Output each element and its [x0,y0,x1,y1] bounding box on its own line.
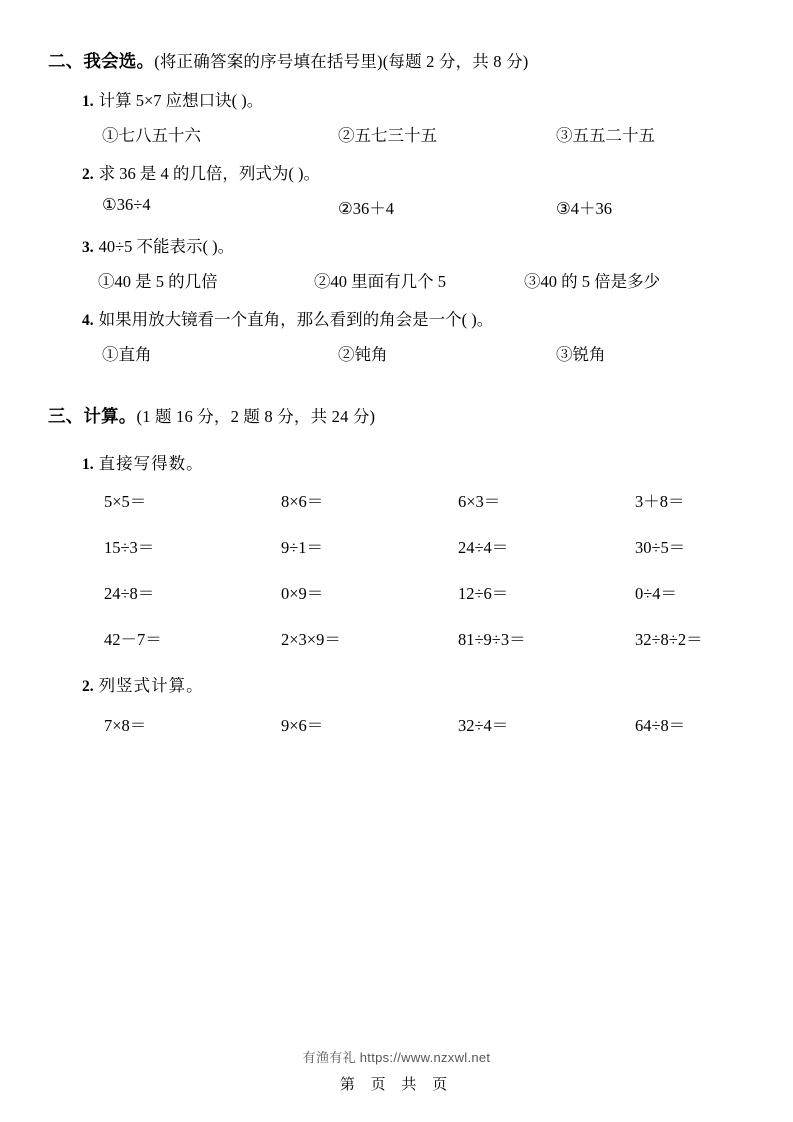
vertical-calc-item[interactable]: 32÷4＝ [458,716,509,735]
question-3-number: 3. [82,239,94,256]
question-2-option-a[interactable]: ①36÷4 [102,195,151,214]
calc-item[interactable]: 5×5＝ [104,492,147,511]
question-1-options [102,122,747,146]
calc-item[interactable]: 12÷6＝ [458,584,509,603]
question-2-stem [82,160,747,184]
question-4-option-b[interactable]: ②钝角 [338,345,388,364]
section-2-title: 二、我会选。 [48,51,155,71]
question-4-text: 如果用放大镜看一个直角，那么看到的角会是一个( )。 [98,310,494,329]
question-1-option-a[interactable]: ①七八五十六 [102,126,201,145]
sub-1-number: 1. [82,456,94,473]
question-2-option-b[interactable]: ②36＋4 [338,199,395,218]
question-4-option-a[interactable]: ①直角 [102,345,152,364]
section-3-sub-1-heading [82,450,747,474]
page-number: 第 页 共 页 [339,1077,454,1093]
section-2-subtitle: (将正确答案的序号填在括号里)(每题 2 分，共 8 分) [154,52,529,71]
calc-item[interactable]: 3＋8＝ [635,492,685,511]
calc-item[interactable]: 6×3＝ [458,492,501,511]
question-2-option-c[interactable]: ③4＋36 [556,199,613,218]
vertical-calc-item[interactable]: 64÷8＝ [635,716,686,735]
question-3 [46,233,747,292]
calc-item[interactable]: 9÷1＝ [281,538,324,557]
question-4-option-c[interactable]: ③锐角 [556,345,606,364]
question-3-option-c[interactable]: ③40 的 5 倍是多少 [524,272,661,291]
question-4-options [102,341,747,365]
calc-item[interactable]: 81÷9÷3＝ [458,630,526,649]
watermark-text: 有渔有礼 https://www.nzxwl.net [302,1050,491,1065]
calc-item[interactable]: 42－7＝ [104,630,162,649]
calc-item[interactable]: 15÷3＝ [104,538,155,557]
question-3-stem [82,233,747,257]
question-1 [46,87,747,146]
question-2-text: 求 36 是 4 的几倍，列式为( )。 [98,164,320,183]
vertical-calc-item[interactable]: 7×8＝ [104,716,147,735]
calc-item[interactable]: 0×9＝ [281,584,324,603]
vertical-calculation-grid [104,712,747,736]
question-2-options [102,195,747,219]
calc-item[interactable]: 8×6＝ [281,492,324,511]
question-1-option-c[interactable]: ③五五二十五 [556,126,655,145]
question-4-number: 4. [82,312,94,329]
question-1-number: 1. [82,93,94,110]
question-3-options [98,268,747,292]
question-2 [46,160,747,219]
question-1-text: 计算 5×7 应想口诀( )。 [98,91,264,110]
question-3-option-a[interactable]: ①40 是 5 的几倍 [98,272,218,291]
question-4 [46,306,747,365]
sub-2-label: 列竖式计算。 [98,676,204,695]
section-2-heading [48,48,747,73]
calc-item[interactable]: 32÷8÷2＝ [635,630,703,649]
calc-item[interactable]: 24÷8＝ [104,584,155,603]
section-3-subtitle: (1 题 16 分，2 题 8 分，共 24 分) [136,407,376,426]
question-3-option-b[interactable]: ②40 里面有几个 5 [314,272,446,291]
question-4-stem [82,306,747,330]
section-3-sub-2-heading [82,672,747,696]
calc-item[interactable]: 2×3×9＝ [281,630,341,649]
question-1-stem [82,87,747,111]
question-1-option-b[interactable]: ②五七三十五 [338,126,437,145]
section-3-heading [48,403,747,428]
calc-item[interactable]: 30÷5＝ [635,538,686,557]
question-2-number: 2. [82,166,94,183]
section-3-title: 三、计算。 [48,406,137,426]
sub-1-label: 直接写得数。 [98,454,204,473]
oral-calculation-grid [104,488,747,650]
vertical-calc-item[interactable]: 9×6＝ [281,716,324,735]
question-3-text: 40÷5 不能表示( )。 [98,237,235,256]
sub-2-number: 2. [82,678,94,695]
calc-item[interactable]: 0÷4＝ [635,584,678,603]
page-footer [0,1047,793,1094]
calc-item[interactable]: 24÷4＝ [458,538,509,557]
